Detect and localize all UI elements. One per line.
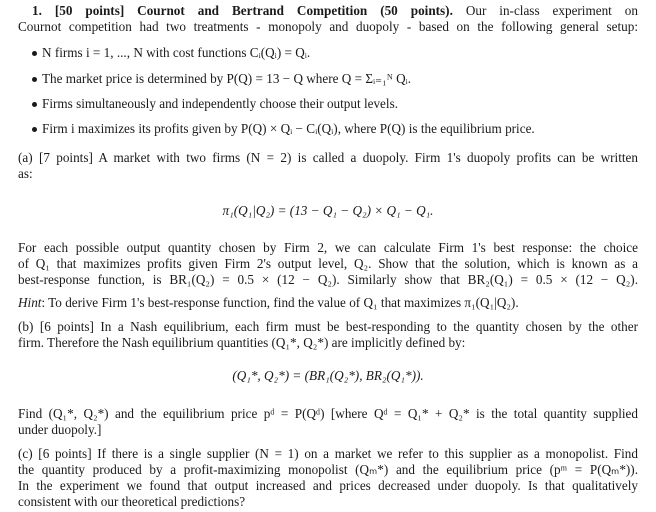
bullet-dot: [32, 127, 37, 132]
bullet-dot: [32, 51, 37, 56]
hint-text: : To derive Firm 1's best-response function, find the value of Q₁ that maximizes π₁(Q₁|Q₂).: [41, 295, 519, 310]
part-a-paragraph: For each possible output quantity chosen by Firm 2, we can calculate Firm 1's best response: the choice: [18, 240, 638, 255]
bullet-item: Firm i maximizes its profits given by P(Q) × Qᵢ − Cᵢ(Qᵢ), where P(Q) is the equilibrium price.: [42, 121, 535, 136]
part-b-find: under duopoly.]: [18, 422, 102, 437]
hint-label: Hint: [18, 295, 42, 310]
part-b-text: firm. Therefore the Nash equilibrium quantities (Q₁*, Q₂*) are implicitly defined by:: [18, 335, 466, 350]
bullet-dot: [32, 102, 37, 107]
part-a-text: as:: [18, 166, 33, 181]
part-a-paragraph: of Q₁ that maximizes profits given Firm 2's output level, Q₂. Show that the solution, which is known as a: [18, 256, 638, 271]
part-b-find: Find (Q₁*, Q₂*) and the equilibrium price pᵈ = P(Qᵈ) [where Qᵈ = Q₁* + Q₂* is the total quantity supplied: [18, 406, 638, 421]
nash-equation: (Q₁*, Q₂*) = (BR₁(Q₂*), BR₂(Q₁*)).: [232, 368, 424, 383]
intro-text: Our in-class experiment on: [465, 3, 638, 18]
profit-equation: π₁(Q₁|Q₂) = (13 − Q₁ − Q₂) × Q₁ − Q₁.: [222, 203, 434, 218]
intro-text-2: Cournot competition had two treatments - monopoly and duopoly - based on the following general setup:: [18, 19, 638, 34]
bullet-dot: [32, 77, 37, 82]
part-c-text: consistent with our theoretical predictions?: [18, 494, 246, 509]
part-b-text: (b) [6 points] In a Nash equilibrium, each firm must be best-responding to the quantity chosen by the other: [18, 319, 638, 334]
bullet-item: The market price is determined by P(Q) = 13 − Q where Q = Σᵢ₌₁ᴺ Qᵢ.: [42, 71, 412, 86]
bullet-item: Firms simultaneously and independently choose their output levels.: [42, 96, 399, 111]
problem-heading: 1. [50 points] Cournot and Bertrand Competition (50 points).: [32, 3, 453, 18]
problem-heading-line: [32, 3, 638, 19]
part-c-text: the quantity produced by a profit-maximizing monopolist (Qₘ*) and the equilibrium price (pᵐ = P(Qₘ*)).: [18, 462, 638, 477]
part-c-text: (c) [6 points] If there is a single supplier (N = 1) on a market we refer to this supplier as a monopolist. Find: [18, 446, 638, 461]
part-a-text: (a) [7 points] A market with two firms (N = 2) is called a duopoly. Firm 1's duopoly profits can be written: [18, 150, 638, 165]
hint-line: [18, 295, 638, 311]
part-a-paragraph: best-response function, is BR₁(Q₂) = 0.5 × (12 − Q₂). Similarly show that BR₂(Q₁) = 0.5 × (12 − Q₂).: [18, 272, 638, 287]
bullet-item: N firms i = 1, ..., N with cost functions Cᵢ(Qᵢ) = Qᵢ.: [42, 45, 311, 60]
part-c-text: In the experiment we found that output increased and prices decreased under duopoly. Is that qualitatively: [18, 478, 638, 493]
